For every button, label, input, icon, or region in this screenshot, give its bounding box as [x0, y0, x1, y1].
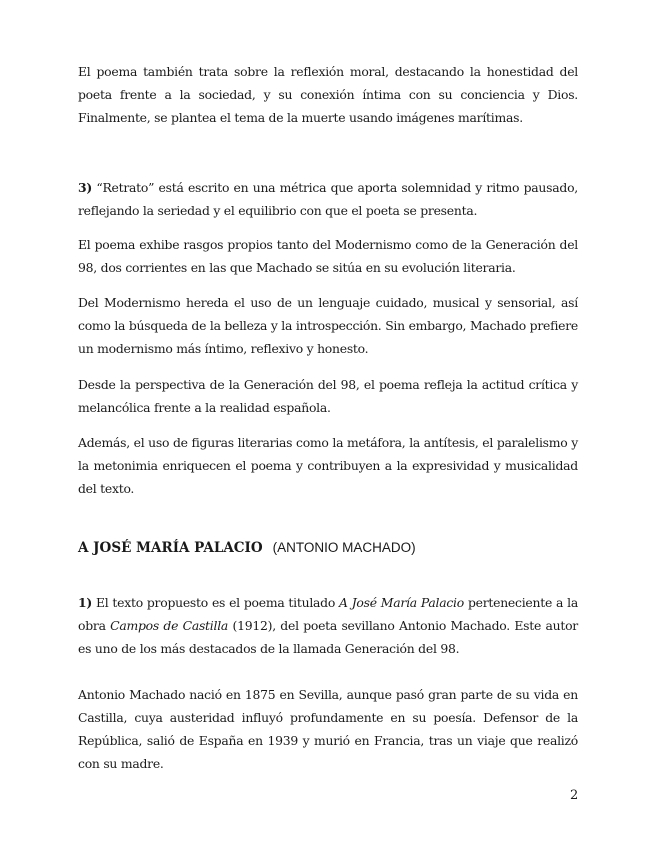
paragraph-palacio-intro: 1) El texto propuesto es el poema titulado A José María Palacio perteneciente a la obra Campos de Castilla (1912), del poeta sevillano Antonio Machado. Este autor es uno de los más destacados de la llamada Generación del 98. — [78, 595, 578, 656]
work-title: Campos de Castilla — [110, 618, 229, 633]
paragraph-figuras-literarias: Además, el uso de figuras literarias como la metáfora, la antítesis, el paralelismo y la metonimia enriquecen el poema y contribuyen a la expresividad y musicalidad del texto. — [78, 435, 578, 496]
paragraph-biography: Antonio Machado nació en 1875 en Sevilla, aunque pasó gran parte de su vida en Castilla, cuya austeridad influyó profundamente en su poesía. Defensor de la República, salió de España en 1939 y murió en Francia, tras un viaje que realizó con su madre. — [78, 687, 578, 771]
page-number: 2 — [570, 788, 579, 803]
heading-author: (ANTONIO MACHADO) — [272, 540, 416, 555]
poem-title: A José María Palacio — [339, 595, 464, 610]
section-number: 1) — [78, 595, 92, 610]
paragraph-rasgos: El poema exhibe rasgos propios tanto del Modernismo como de la Generación del 98, dos corrientes en las que Machado se sitúa en su evolución literaria. — [78, 237, 578, 275]
paragraph-retrato: 3) “Retrato” está escrito en una métrica que aporta solemnidad y ritmo pausado, reflejando la seriedad y el equilibrio con que el poeta se presenta. — [78, 180, 578, 218]
paragraph-moral-reflection: El poema también trata sobre la reflexión moral, destacando la honestidad del poeta frente a la sociedad, y su conexión íntima con su conciencia y Dios. Finalmente, se plantea el tema de la muerte usando imágenes marítimas. — [78, 64, 578, 125]
heading-title: A JOSÉ MARÍA PALACIO — [78, 540, 263, 556]
paragraph-generacion-98: Desde la perspectiva de la Generación del 98, el poema refleja la actitud crítica y melancólica frente a la realidad española. — [78, 377, 578, 415]
section-number: 3) — [78, 180, 92, 195]
section-heading — [78, 537, 416, 559]
paragraph-modernismo: Del Modernismo hereda el uso de un lenguaje cuidado, musical y sensorial, así como la búsqueda de la belleza y la introspección. Sin embargo, Machado prefiere un modernismo más íntimo, reflexivo y honesto. — [78, 295, 578, 356]
